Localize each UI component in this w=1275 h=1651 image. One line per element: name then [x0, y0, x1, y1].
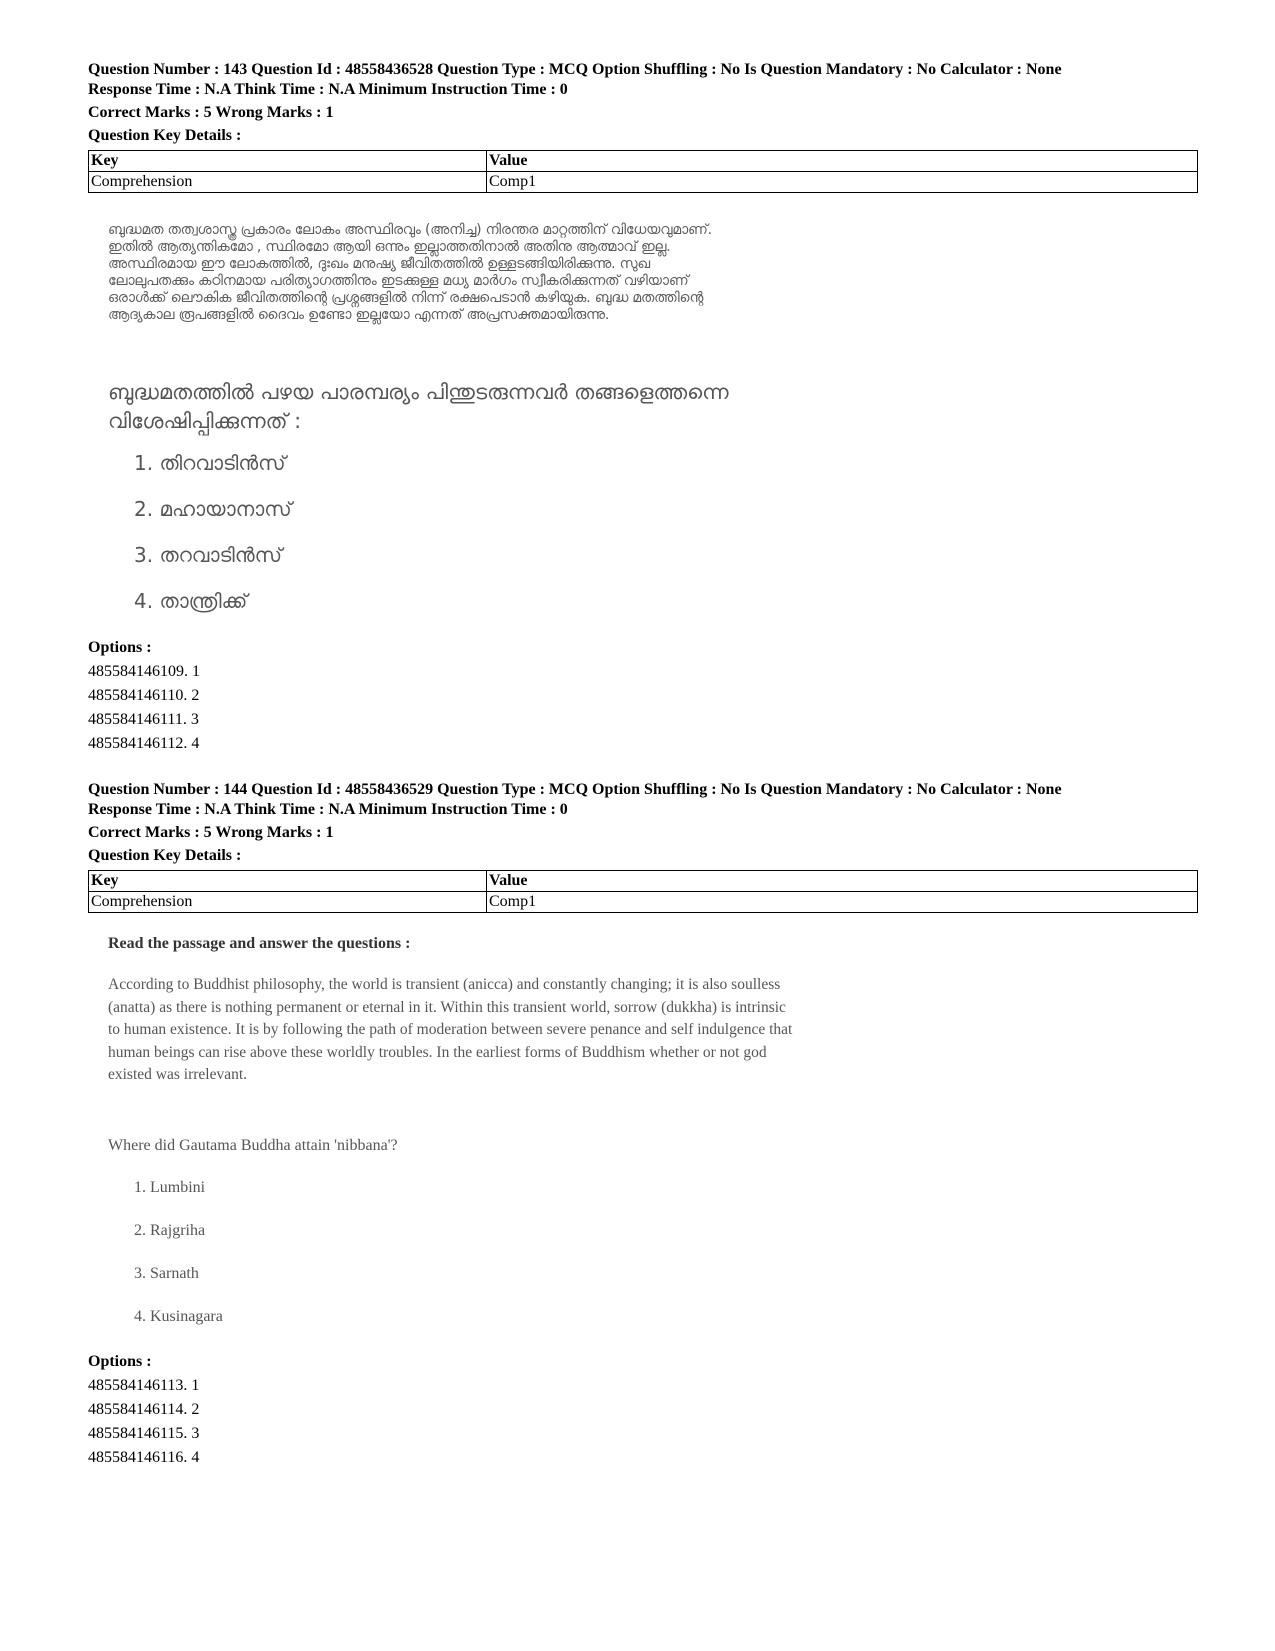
choice-1: 1. തിറവാടിൻസ്	[134, 451, 286, 475]
marks-line: Correct Marks : 5 Wrong Marks : 1	[88, 824, 334, 841]
options-list	[88, 1350, 199, 1470]
question-header-line1: Question Number : 144 Question Id : 48558436529 Question Type : MCQ Option Shuffling : No Is Question Mandatory : No Calculator : None	[88, 781, 1062, 798]
question-text-english: Where did Gautama Buddha attain 'nibbana'?	[108, 1137, 398, 1154]
passage-line: (anatta) as there is nothing permanent or eternal in it. Within this transient world, sorrow (dukkha) is intrinsic	[108, 998, 786, 1016]
question-143-header	[88, 60, 1198, 193]
choice-3: 3. തറവാടിൻസ്	[134, 543, 283, 567]
options-list	[88, 636, 200, 756]
table-header-key: Key	[89, 151, 487, 172]
question-header-line2: Response Time : N.A Think Time : N.A Minimum Instruction Time : 0	[88, 801, 568, 818]
question-header-line1: Question Number : 143 Question Id : 48558436528 Question Type : MCQ Option Shuffling : No Is Question Mandatory : No Calculator : None	[88, 61, 1062, 78]
passage-line: ആദ്യകാല രൂപങ്ങളിൽ ദൈവം ഉണ്ടോ ഇല്ലയോ എന്നത് അപ്രസക്തമായിരുന്നു.	[108, 307, 610, 323]
choice-2: 2. Rajgriha	[134, 1222, 206, 1239]
option-item: 485584146116. 4	[88, 1449, 200, 1466]
passage-line: അസ്ഥിരമായ ഈ ലോകത്തിൽ, ദുഃഖം മനുഷ്യ ജീവിതത്തിൽ ഉള്ളടങ്ങിയിരിക്കുന്നു. സുഖ	[108, 256, 650, 272]
option-item: 485584146114. 2	[88, 1401, 200, 1418]
passage-malayalam	[108, 222, 1008, 324]
question-header-line2: Response Time : N.A Think Time : N.A Minimum Instruction Time : 0	[88, 81, 568, 98]
options-label: Options :	[88, 639, 152, 656]
question-line: ബുദ്ധമതത്തിൽ പഴയ പാരമ്പര്യം പിന്തുടരുന്നവർ തങ്ങളെത്തന്നെ	[108, 380, 729, 404]
table-row	[89, 892, 1198, 913]
table-cell-value: Comp1	[487, 892, 1198, 913]
table-header-value: Value	[487, 151, 1198, 172]
question-text-malayalam	[108, 378, 808, 436]
option-item: 485584146110. 2	[88, 687, 200, 704]
options-label: Options :	[88, 1353, 152, 1370]
passage-line: to human existence. It is by following the path of moderation between severe penance and self indulgence that	[108, 1021, 793, 1038]
passage-heading: Read the passage and answer the questions :	[108, 935, 411, 952]
table-header-row	[89, 151, 1198, 172]
passage-line: ഇതിൽ ആത്യന്തികമോ , സ്ഥിരമോ ആയി ഒന്നും ഇല്ലാത്തതിനാൽ അതിനു ആത്മാവ് ഇല്ല.	[108, 239, 671, 255]
passage-line: According to Buddhist philosophy, the world is transient (anicca) and constantly changing; it is also soulless	[108, 976, 781, 993]
option-item: 485584146113. 1	[88, 1377, 200, 1394]
choice-2: 2. മഹായാനാസ്	[134, 497, 292, 521]
passage-line: ലോലുപതക്കും കഠിനമായ പരിത്യാഗത്തിനും ഇടക്കുള്ള മധ്യ മാർഗം സ്വീകരിക്കുന്നത് വഴിയാണ്	[108, 273, 689, 289]
table-header-key: Key	[89, 871, 487, 892]
key-details-table	[88, 870, 1198, 913]
marks-line: Correct Marks : 5 Wrong Marks : 1	[88, 104, 334, 121]
passage-line: existed was irrelevant.	[108, 1066, 248, 1083]
choice-3: 3. Sarnath	[134, 1265, 199, 1282]
key-details-table	[88, 150, 1198, 193]
choice-4: 4. Kusinagara	[134, 1308, 223, 1325]
question-line: വിശേഷിപ്പിക്കുന്നത് :	[108, 409, 302, 433]
table-cell-key: Comprehension	[89, 892, 487, 913]
option-item: 485584146109. 1	[88, 663, 200, 680]
table-header-value: Value	[487, 871, 1198, 892]
key-details-label: Question Key Details :	[88, 127, 242, 144]
choice-4: 4. താന്ത്രിക്ക്	[134, 589, 248, 613]
table-row	[89, 172, 1198, 193]
option-item: 485584146112. 4	[88, 735, 200, 752]
passage-line: ഒരാൾക്ക് ലൌകിക ജീവിതത്തിന്റെ പ്രശ്നങ്ങളിൽ നിന്ന് രക്ഷപെടാൻ കഴിയുക. ബുദ്ധ മതത്തിന്റെ	[108, 290, 704, 306]
table-cell-value: Comp1	[487, 172, 1198, 193]
choice-1: 1. Lumbini	[134, 1179, 206, 1196]
table-header-row	[89, 871, 1198, 892]
table-cell-key: Comprehension	[89, 172, 487, 193]
passage-line: human beings can rise above these worldly troubles. In the earliest forms of Buddhism whether or not god	[108, 1043, 767, 1061]
passage-line: ബുദ്ധമത തത്വശാസ്ത്ര പ്രകാരം ലോകം അസ്ഥിരവും (അനിച്ച) നിരന്തര മാറ്റത്തിന് വിധേയവുമാണ്.	[108, 222, 712, 238]
option-item: 485584146111. 3	[88, 711, 199, 728]
question-144-header	[88, 780, 1198, 913]
option-item: 485584146115. 3	[88, 1425, 200, 1442]
key-details-label: Question Key Details :	[88, 847, 242, 864]
passage-english	[108, 974, 988, 1087]
